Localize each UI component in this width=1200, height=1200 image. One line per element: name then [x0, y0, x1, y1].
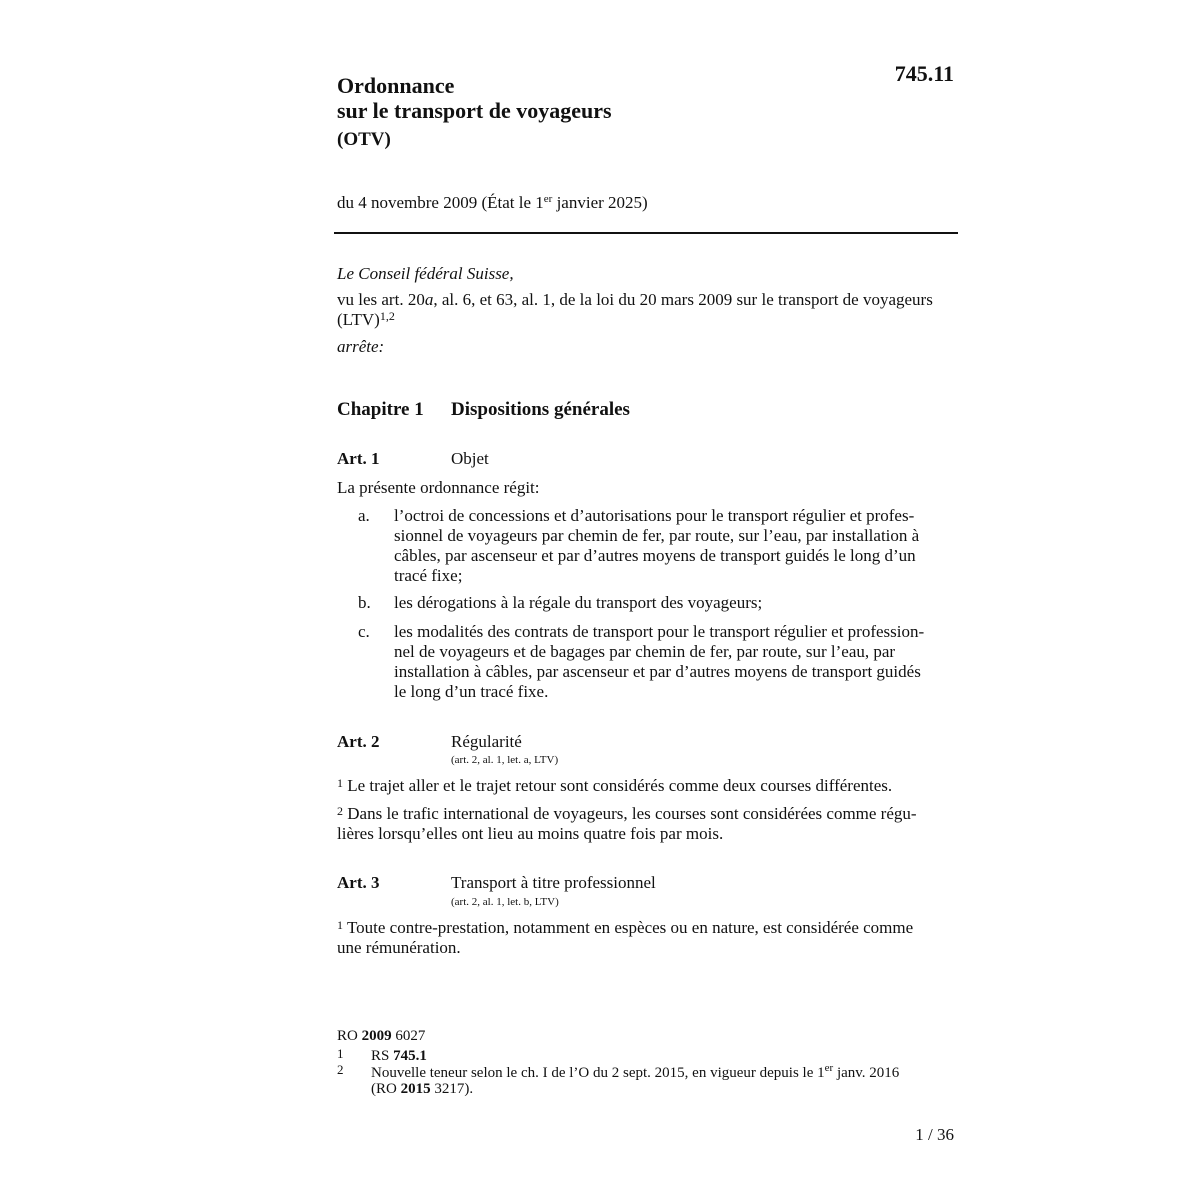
paragraph-line-1: Le trajet aller et le trajet retour sont considérés comme deux courses différentes.: [343, 776, 893, 795]
item-b-letter: b.: [358, 593, 371, 612]
preamble-decision: arrête:: [337, 337, 385, 356]
ordinance-date: [337, 192, 648, 214]
paragraph-line-2: lières lorsqu’elles ont lieu au moins quatre fois par mois.: [337, 824, 724, 843]
article-2-number: Art. 2: [337, 732, 380, 751]
footnote-2-text: [371, 1062, 955, 1097]
ordinance-abbreviation: (OTV): [337, 129, 391, 150]
footnote-2-bold-year: 2015: [400, 1081, 431, 1097]
footnote-1-text: [371, 1048, 955, 1064]
page-number: 1 / 36: [915, 1125, 954, 1144]
paragraph-number: 2: [337, 804, 343, 818]
paragraph-number: 1: [337, 776, 343, 790]
article-1-title: Objet: [451, 449, 489, 468]
preamble-authority: Le Conseil fédéral Suisse,: [337, 264, 514, 283]
footnote-2-line-1b: janv. 2016: [833, 1065, 900, 1081]
item-c-line-2: nel de voyageurs et de bagages par chemin de fer, par route, sur l’eau, par: [394, 642, 896, 661]
official-compilation-ref: [337, 1027, 425, 1045]
footnote-1-number: 1: [337, 1046, 344, 1061]
chapter-number: Chapitre 1: [337, 399, 424, 420]
item-b-text: [394, 593, 954, 613]
item-a-line-1: l’octroi de concessions et d’autorisations pour le transport régulier et profes-: [394, 506, 915, 525]
item-b-line-1: les dérogations à la régale du transport des voyageurs;: [394, 593, 763, 612]
article-3-paragraph-1: [337, 918, 955, 958]
preamble-legal-basis: [337, 290, 957, 330]
footnote-2-superscript: er: [824, 1062, 834, 1074]
footnote-1-bold: 745.1: [393, 1048, 427, 1064]
item-c-text: [394, 622, 954, 702]
chapter-title: Dispositions générales: [451, 399, 630, 420]
date-suffix: janvier 2025): [552, 193, 648, 212]
paragraph-line-2: une rémunération.: [337, 938, 461, 957]
paragraph-line-1: Dans le trafic international de voyageurs, les courses sont considérées comme régu-: [343, 804, 917, 823]
ordinance-title: [337, 73, 612, 123]
item-a-line-4: tracé fixe;: [394, 566, 463, 585]
article-2-paragraph-2: [337, 804, 955, 844]
item-a-letter: a.: [358, 506, 370, 525]
article-2-title: Régularité: [451, 732, 522, 751]
paragraph-line-1: Toute contre-prestation, notamment en espèces ou en nature, est considérée comme: [343, 918, 914, 937]
item-c-line-1: les modalités des contrats de transport pour le transport régulier et profession-: [394, 622, 925, 641]
date-prefix: du 4 novembre 2009 (État le 1: [337, 193, 544, 212]
article-1-intro: La présente ordonnance régit:: [337, 478, 540, 497]
footnote-2-line-1a: Nouvelle teneur selon le ch. I de l’O du 2 sept. 2015, en vigueur depuis le 1: [371, 1065, 825, 1081]
item-c-letter: c.: [358, 622, 370, 641]
footnote-ref-1-2[interactable]: 1,2: [379, 309, 395, 323]
basis-italic-letter: a: [424, 290, 434, 309]
article-3-title: Transport à titre professionnel: [451, 873, 656, 892]
article-1-number: Art. 1: [337, 449, 380, 468]
ro-year: 2009: [361, 1028, 392, 1044]
ro-page: 6027: [391, 1028, 426, 1044]
basis-part-2: , al. 6, et 63, al. 1, de la loi du 20 mars 2009 sur le transport de voyageurs (LTV): [337, 290, 933, 329]
date-superscript: er: [543, 193, 553, 205]
article-3-reference: (art. 2, al. 1, let. b, LTV): [451, 896, 559, 908]
article-3-number: Art. 3: [337, 873, 380, 892]
footnote-2-line-2b: 3217).: [430, 1081, 474, 1097]
item-c-line-4: le long d’un tracé fixe.: [394, 682, 549, 701]
title-line-1: Ordonnance: [337, 73, 455, 98]
systematic-number: 745.11: [894, 61, 954, 86]
footnote-2-number: 2: [337, 1062, 344, 1077]
paragraph-number: 1: [337, 918, 343, 932]
item-a-line-2: sionnel de voyageurs par chemin de fer, par route, sur l’eau, par installation à: [394, 526, 920, 545]
basis-part-1: vu les art. 20: [337, 290, 425, 309]
article-2-paragraph-1: [337, 776, 955, 796]
ro-prefix: RO: [337, 1028, 362, 1044]
article-2-reference: (art. 2, al. 1, let. a, LTV): [451, 754, 559, 766]
item-a-text: [394, 506, 954, 586]
footnote-1-prefix: RS: [371, 1048, 394, 1064]
footnote-2-line-2a: (RO: [371, 1081, 401, 1097]
header-divider: [334, 232, 958, 234]
item-c-line-3: installation à câbles, par ascenseur et par d’autres moyens de transport guidés: [394, 662, 921, 681]
item-a-line-3: câbles, par ascenseur et par d’autres moyens de transport guidés le long d’un: [394, 546, 916, 565]
title-line-2: sur le transport de voyageurs: [337, 98, 612, 123]
